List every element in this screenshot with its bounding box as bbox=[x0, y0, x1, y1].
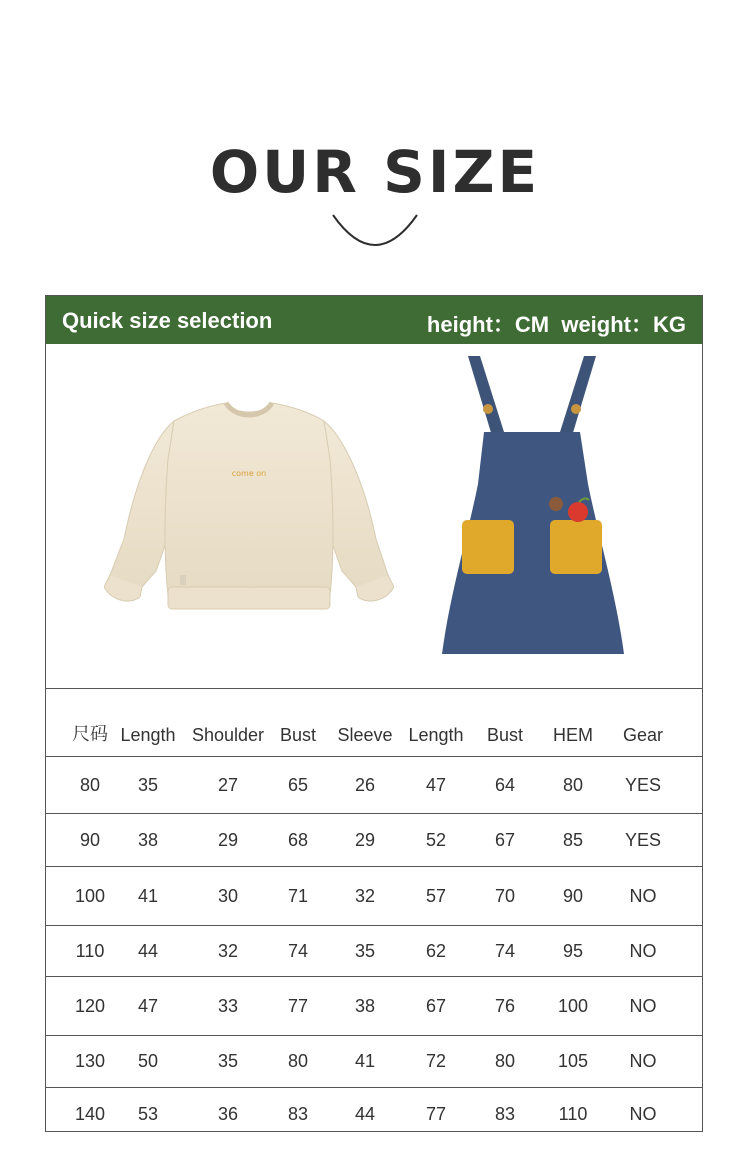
cell-hem: 85 bbox=[562, 829, 584, 850]
col-shoulder: Shoulder bbox=[191, 725, 265, 745]
col-bust: Bust bbox=[279, 725, 317, 745]
col-bust-2: Bust bbox=[486, 725, 524, 745]
cell-bust-2: 64 bbox=[494, 774, 516, 795]
cell-size: 130 bbox=[74, 1051, 106, 1071]
cell-hem: 95 bbox=[562, 940, 584, 961]
sweatshirt-print: come on bbox=[231, 469, 267, 478]
cell-shoulder: 30 bbox=[217, 885, 239, 906]
cell-sleeve: 35 bbox=[354, 940, 376, 961]
cell-hem: 80 bbox=[562, 774, 584, 795]
cell-bust: 71 bbox=[287, 885, 309, 906]
cell-length-2: 67 bbox=[425, 995, 447, 1016]
cell-size: 140 bbox=[74, 1104, 106, 1124]
table-row bbox=[46, 926, 702, 977]
cell-gear: NO bbox=[629, 940, 657, 961]
cell-bust-2: 80 bbox=[494, 1051, 516, 1071]
col-size: 尺码 bbox=[72, 724, 108, 744]
cell-shoulder: 32 bbox=[217, 940, 239, 961]
cell-bust-2: 74 bbox=[494, 940, 516, 961]
cell-bust-2: 70 bbox=[494, 885, 516, 906]
cell-size: 120 bbox=[74, 995, 106, 1016]
cell-hem: 105 bbox=[557, 1051, 589, 1071]
cell-length-2: 47 bbox=[425, 774, 447, 795]
cell-bust-2: 83 bbox=[494, 1104, 516, 1124]
cell-length: 44 bbox=[137, 940, 159, 961]
cell-length-2: 62 bbox=[425, 940, 447, 961]
col-length: Length bbox=[120, 725, 176, 745]
cell-length-2: 77 bbox=[425, 1104, 447, 1124]
cell-sleeve: 44 bbox=[354, 1104, 376, 1124]
cell-bust: 68 bbox=[287, 829, 309, 850]
cell-hem: 110 bbox=[558, 1104, 588, 1124]
size-table bbox=[46, 689, 702, 1141]
col-sleeve: Sleeve bbox=[337, 725, 393, 745]
cell-sleeve: 32 bbox=[354, 885, 376, 906]
cell-length: 47 bbox=[137, 995, 159, 1016]
cell-sleeve: 29 bbox=[354, 829, 376, 850]
cell-sleeve: 41 bbox=[354, 1051, 376, 1071]
table-header-row bbox=[46, 689, 702, 757]
cell-shoulder: 29 bbox=[217, 829, 239, 850]
table-row bbox=[46, 867, 702, 926]
cell-hem: 100 bbox=[557, 995, 589, 1016]
cell-bust-2: 76 bbox=[494, 995, 516, 1016]
cell-gear: NO bbox=[629, 885, 657, 906]
cell-gear: YES bbox=[624, 829, 662, 850]
table-row bbox=[46, 814, 702, 867]
sweatshirt-image bbox=[104, 399, 394, 619]
cell-bust: 65 bbox=[287, 774, 309, 795]
table-row bbox=[46, 757, 702, 814]
cell-size: 80 bbox=[79, 774, 101, 795]
panel-header bbox=[46, 296, 702, 344]
cell-hem: 90 bbox=[562, 885, 584, 906]
cell-gear: YES bbox=[624, 774, 662, 795]
cell-length-2: 52 bbox=[425, 829, 447, 850]
col-length-2: Length bbox=[408, 725, 464, 745]
col-gear: Gear bbox=[622, 725, 664, 745]
overall-dress-image bbox=[438, 354, 628, 664]
cell-sleeve: 26 bbox=[354, 774, 376, 795]
table-row bbox=[46, 1036, 702, 1088]
cell-length-2: 57 bbox=[425, 885, 447, 906]
product-images bbox=[46, 344, 702, 689]
col-hem: HEM bbox=[553, 725, 593, 745]
cell-size: 100 bbox=[74, 885, 106, 906]
cell-size: 110 bbox=[75, 940, 105, 961]
cell-bust-2: 67 bbox=[494, 829, 516, 850]
cell-bust: 83 bbox=[287, 1104, 309, 1124]
table-row bbox=[46, 977, 702, 1036]
cell-length: 53 bbox=[137, 1104, 159, 1124]
cell-length: 50 bbox=[137, 1051, 159, 1071]
cell-length: 41 bbox=[137, 885, 159, 906]
size-panel bbox=[45, 295, 703, 1132]
cell-shoulder: 33 bbox=[217, 995, 239, 1016]
cell-gear: NO bbox=[629, 1104, 657, 1124]
cell-length: 35 bbox=[137, 774, 159, 795]
units-label: height：CM weight：KG bbox=[426, 312, 686, 337]
table-row bbox=[46, 1088, 702, 1141]
cell-size: 90 bbox=[79, 829, 101, 850]
cell-shoulder: 35 bbox=[217, 1051, 239, 1071]
cell-shoulder: 36 bbox=[217, 1104, 239, 1124]
cell-bust: 74 bbox=[287, 940, 309, 961]
page-title: OUR SIZE bbox=[209, 138, 541, 206]
cell-sleeve: 38 bbox=[354, 995, 376, 1016]
cell-length-2: 72 bbox=[425, 1051, 447, 1071]
smile-icon bbox=[330, 205, 420, 253]
cell-gear: NO bbox=[629, 995, 657, 1016]
quick-size-label: Quick size selection bbox=[62, 308, 273, 333]
cell-bust: 77 bbox=[287, 995, 309, 1016]
cell-shoulder: 27 bbox=[217, 774, 239, 795]
cell-length: 38 bbox=[137, 829, 159, 850]
cell-bust: 80 bbox=[287, 1051, 309, 1071]
cell-gear: NO bbox=[629, 1051, 657, 1071]
